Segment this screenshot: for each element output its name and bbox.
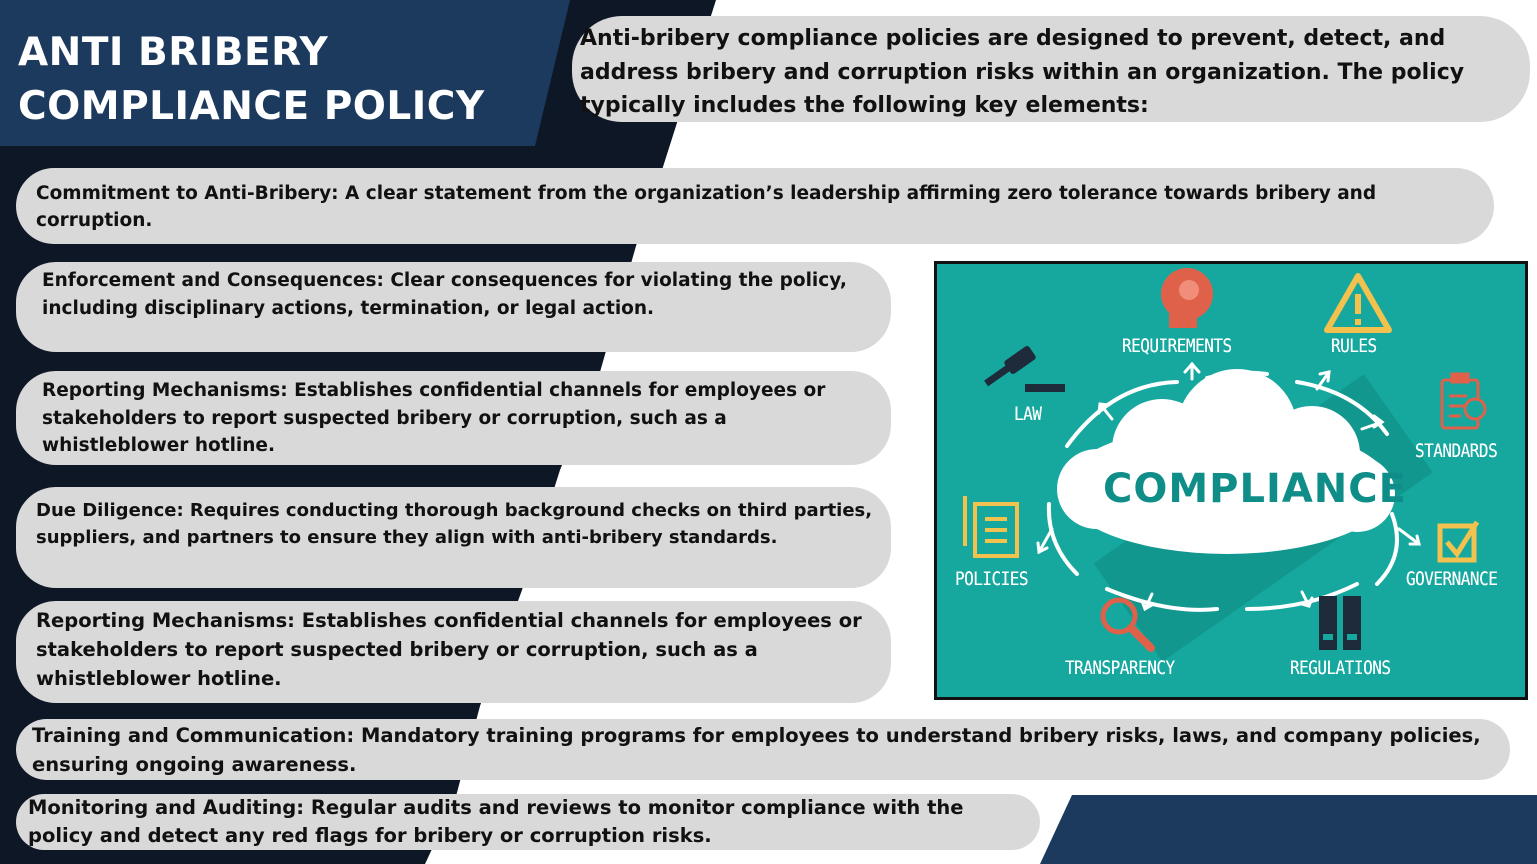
compliance-illustration — [934, 261, 1528, 700]
element-enforcement: Enforcement and Consequences: Clear consequences for violating the policy, including disciplinary actions, termination, or legal action. — [16, 262, 891, 352]
label-rules: RULES — [1331, 334, 1377, 357]
element-training: Training and Communication: Mandatory training programs for employees to understand bribery risks, laws, and company policies, ensuring ongoing awareness. — [16, 719, 1510, 780]
label-requirements: REQUIREMENTS — [1122, 334, 1232, 357]
clipboard-checklist-icon — [1442, 374, 1485, 428]
checkbox-icon — [1440, 522, 1477, 560]
element-due-diligence: Due Diligence: Requires conducting thorough background checks on third parties, suppliers, and partners to ensure they align with anti-bribery standards. — [16, 487, 891, 588]
intro-text: Anti-bribery compliance policies are designed to prevent, detect, and address bribery and corruption risks within an organization. The policy typically includes the following key elements: — [572, 16, 1530, 122]
label-regulations: REGULATIONS — [1290, 656, 1391, 679]
label-standards: STANDARDS — [1415, 439, 1498, 462]
label-transparency: TRANSPARENCY — [1065, 656, 1175, 679]
label-law: LAW — [1014, 402, 1042, 425]
label-governance: GOVERNANCE — [1406, 567, 1498, 590]
element-reporting-repeat: Reporting Mechanisms: Establishes confidential channels for employees or stakeholders to report suspected bribery or corruption, such as a whistleblower hotline. — [16, 601, 891, 703]
head-question-icon — [1161, 268, 1213, 328]
compliance-word: COMPLIANCE — [1103, 466, 1407, 512]
element-reporting: Reporting Mechanisms: Establishes confidential channels for employees or stakeholders to report suspected bribery or corruption, such as a whistleblower hotline. — [16, 371, 891, 465]
element-commitment: Commitment to Anti-Bribery: A clear statement from the organization’s leadership affirming zero tolerance towards bribery and corruption. — [16, 168, 1494, 244]
binders-icon — [1319, 596, 1361, 650]
warning-triangle-icon — [1327, 276, 1389, 330]
gavel-icon — [984, 345, 1065, 392]
label-policies: POLICIES — [955, 567, 1029, 590]
element-monitoring: Monitoring and Auditing: Regular audits and reviews to monitor compliance with the policy and detect any red flags for bribery or corruption risks. — [16, 794, 1040, 850]
page-title: ANTI BRIBERY COMPLIANCE POLICY — [18, 30, 485, 129]
document-icon — [965, 496, 1017, 556]
